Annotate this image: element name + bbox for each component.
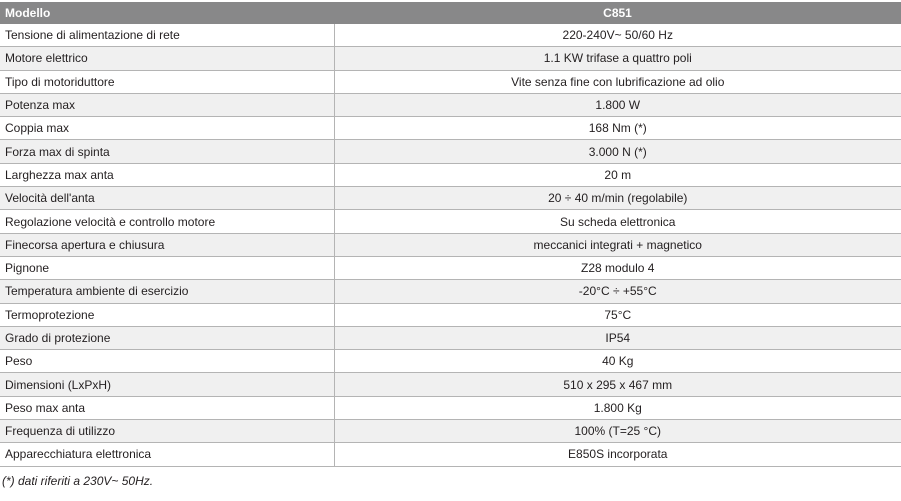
table-row <box>0 163 901 186</box>
row-label: Apparecchiatura elettronica <box>0 443 334 466</box>
row-label: Regolazione velocità e controllo motore <box>0 210 334 233</box>
row-label: Grado di protezione <box>0 326 334 349</box>
row-value: E850S incorporata <box>334 443 901 466</box>
table-row <box>0 24 901 47</box>
table-row <box>0 303 901 326</box>
row-value: 20 m <box>334 163 901 186</box>
table-row <box>0 396 901 419</box>
table-row <box>0 350 901 373</box>
row-value: Su scheda elettronica <box>334 210 901 233</box>
row-label: Velocità dell'anta <box>0 187 334 210</box>
spec-table <box>0 2 901 467</box>
row-value: 220-240V~ 50/60 Hz <box>334 24 901 47</box>
row-label: Temperatura ambiente di esercizio <box>0 280 334 303</box>
row-value: 1.1 KW trifase a quattro poli <box>334 47 901 70</box>
row-value: 1.800 Kg <box>334 396 901 419</box>
table-row <box>0 140 901 163</box>
table-row <box>0 233 901 256</box>
row-value: 3.000 N (*) <box>334 140 901 163</box>
row-label: Tipo di motoriduttore <box>0 70 334 93</box>
row-value: 75°C <box>334 303 901 326</box>
table-row <box>0 210 901 233</box>
table-header-row <box>0 2 901 24</box>
row-label: Pignone <box>0 256 334 279</box>
table-row <box>0 70 901 93</box>
table-row <box>0 326 901 349</box>
table-row <box>0 280 901 303</box>
row-label: Larghezza max anta <box>0 163 334 186</box>
footnote: (*) dati riferiti a 230V~ 50Hz. <box>2 474 154 488</box>
row-value: IP54 <box>334 326 901 349</box>
row-value: 40 Kg <box>334 350 901 373</box>
table-row <box>0 93 901 116</box>
row-value: 168 Nm (*) <box>334 117 901 140</box>
row-value: 100% (T=25 °C) <box>334 420 901 443</box>
row-label: Peso max anta <box>0 396 334 419</box>
row-label: Potenza max <box>0 93 334 116</box>
header-model-label: Modello <box>0 2 334 24</box>
row-value: 510 x 295 x 467 mm <box>334 373 901 396</box>
row-value: 1.800 W <box>334 93 901 116</box>
table-row <box>0 373 901 396</box>
table-row <box>0 256 901 279</box>
table-row <box>0 117 901 140</box>
row-label: Frequenza di utilizzo <box>0 420 334 443</box>
row-value: -20°C ÷ +55°C <box>334 280 901 303</box>
table-row <box>0 47 901 70</box>
row-label: Termoprotezione <box>0 303 334 326</box>
row-value: 20 ÷ 40 m/min (regolabile) <box>334 187 901 210</box>
row-value: meccanici integrati + magnetico <box>334 233 901 256</box>
row-label: Peso <box>0 350 334 373</box>
row-label: Motore elettrico <box>0 47 334 70</box>
table-row <box>0 443 901 466</box>
row-label: Finecorsa apertura e chiusura <box>0 233 334 256</box>
row-value: Vite senza fine con lubrificazione ad olio <box>334 70 901 93</box>
row-label: Forza max di spinta <box>0 140 334 163</box>
table-row <box>0 187 901 210</box>
table-row <box>0 420 901 443</box>
row-label: Coppia max <box>0 117 334 140</box>
header-model-value: C851 <box>334 2 901 24</box>
row-label: Dimensioni (LxPxH) <box>0 373 334 396</box>
row-label: Tensione di alimentazione di rete <box>0 24 334 47</box>
row-value: Z28 modulo 4 <box>334 256 901 279</box>
